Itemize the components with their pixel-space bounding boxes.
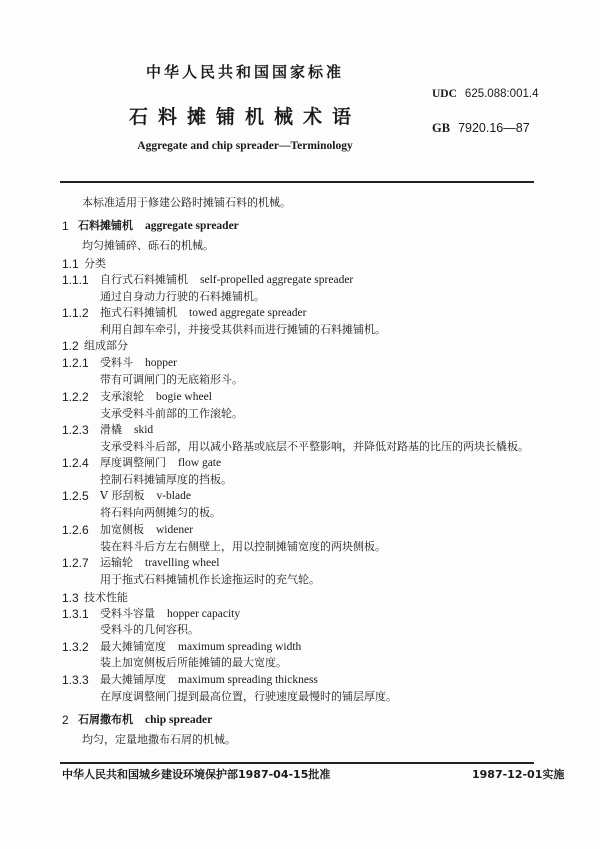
term-en: maximum spreading width bbox=[178, 641, 302, 653]
term-cn: 石料摊铺机 bbox=[78, 219, 133, 232]
term-en: aggregate spreader bbox=[145, 220, 239, 232]
term-en: widener bbox=[156, 524, 194, 536]
term-en: hopper capacity bbox=[167, 608, 241, 620]
term-cn: 运输轮 bbox=[100, 556, 133, 569]
entry-number: 1.3 bbox=[62, 591, 79, 605]
entry-number: 1.3.2 bbox=[62, 640, 89, 654]
udc-value: 625.088:001.4 bbox=[464, 88, 539, 100]
org-title: 中华人民共和国国家标准 bbox=[145, 63, 344, 81]
term-en: hopper bbox=[145, 357, 177, 369]
term-en: chip spreader bbox=[145, 714, 213, 726]
definition-text: 将石料向两侧摊匀的板。 bbox=[100, 506, 221, 519]
definition-text: 支承受料斗前部的工作滚轮。 bbox=[100, 407, 243, 420]
approval-text: 中华人民共和国城乡建设环境保护部1987-04-15批准 bbox=[62, 768, 331, 781]
term-cn: 拖式石料摊铺机 bbox=[100, 306, 177, 319]
term-cn: 受料斗 bbox=[100, 356, 133, 369]
term-en: maximum spreading thickness bbox=[178, 674, 318, 686]
term-cn: V 形刮板 bbox=[100, 489, 145, 502]
definition-text: 装在料斗后方左右侧壁上，用以控制摊铺宽度的两块侧板。 bbox=[100, 540, 386, 553]
term-cn: 厚度调整闸门 bbox=[100, 456, 166, 469]
term-cn: 分类 bbox=[84, 257, 106, 270]
definition-text: 用于拖式石料摊铺机作长途拖运时的充气轮。 bbox=[100, 573, 320, 586]
entry-number: 1.2.6 bbox=[62, 523, 89, 537]
definition-text: 通过自身动力行驶的石料摊铺机。 bbox=[100, 290, 265, 303]
entry-number: 1.2.1 bbox=[62, 356, 89, 370]
entry-number: 1.3.1 bbox=[62, 607, 89, 621]
term-cn: 最大摊铺厚度 bbox=[100, 673, 166, 686]
term-en: v-blade bbox=[156, 490, 191, 502]
term-en: skid bbox=[134, 424, 154, 436]
definition-text: 均匀，定量地撒布石屑的机械。 bbox=[82, 733, 236, 746]
definition-text: 带有可调闸门的无底箱形斗。 bbox=[100, 373, 243, 386]
entry-number: 1.3.3 bbox=[62, 673, 89, 687]
term-cn: 石屑撒布机 bbox=[78, 713, 133, 726]
entry-number: 1.1.2 bbox=[62, 306, 89, 320]
definition-text: 利用自卸车牵引，并接受其供料而进行摊铺的石料摊铺机。 bbox=[100, 323, 386, 336]
effective-date: 1987-12-01实施 bbox=[472, 768, 565, 781]
term-cn: 最大摊铺宽度 bbox=[100, 640, 166, 653]
entry-number: 2 bbox=[62, 713, 69, 727]
term-en: travelling wheel bbox=[145, 557, 220, 569]
term-cn: 组成部分 bbox=[84, 339, 128, 352]
entry-number: 1.2.2 bbox=[62, 390, 89, 404]
definition-text: 支承受料斗后部，用以减小路基或底层不平整影响，并降低对路基的比压的两块长橇板。 bbox=[100, 440, 529, 453]
entry-number: 1.2.4 bbox=[62, 456, 89, 470]
term-cn: 受料斗容量 bbox=[100, 607, 155, 620]
entry-number: 1 bbox=[62, 219, 69, 233]
term-cn: 加宽侧板 bbox=[100, 523, 144, 536]
term-cn: 支承滚轮 bbox=[100, 390, 144, 403]
term-cn: 滑橇 bbox=[100, 423, 122, 436]
header-rule bbox=[60, 181, 534, 183]
gb-code bbox=[432, 121, 530, 136]
entry-number: 1.1.1 bbox=[62, 273, 89, 287]
footer-rule bbox=[60, 762, 534, 764]
definition-text: 在厚度调整闸门提到最高位置，行驶速度最慢时的铺层厚度。 bbox=[100, 690, 397, 703]
udc-code bbox=[432, 88, 538, 100]
term-en: towed aggregate spreader bbox=[189, 307, 307, 319]
entry-number: 1.1 bbox=[62, 257, 79, 271]
definition-text: 控制石料摊铺厚度的挡板。 bbox=[100, 473, 232, 486]
gb-value: 7920.16—87 bbox=[458, 121, 530, 135]
term-en: self-propelled aggregate spreader bbox=[200, 274, 354, 286]
definition-text: 装上加宽侧板后所能摊铺的最大宽度。 bbox=[100, 656, 287, 669]
document-title-cn: 石料摊铺机械术语 bbox=[128, 106, 361, 128]
term-cn: 技术性能 bbox=[84, 591, 128, 604]
definition-text: 均匀摊铺碎、砾石的机械。 bbox=[82, 239, 214, 252]
document-title-en: Aggregate and chip spreader—Terminology bbox=[137, 140, 353, 152]
entry-number: 1.2.7 bbox=[62, 556, 89, 570]
entry-number: 1.2.5 bbox=[62, 489, 89, 503]
intro-text: 本标准适用于修建公路时摊铺石料的机械。 bbox=[82, 196, 291, 209]
udc-label: UDC bbox=[432, 88, 457, 100]
term-cn: 自行式石料摊铺机 bbox=[100, 273, 188, 286]
entry-number: 1.2.3 bbox=[62, 423, 89, 437]
entry-number: 1.2 bbox=[62, 339, 79, 353]
term-en: bogie wheel bbox=[156, 391, 212, 403]
definition-text: 受料斗的几何容积。 bbox=[100, 623, 199, 636]
term-en: flow gate bbox=[178, 457, 222, 469]
gb-label: GB bbox=[432, 121, 451, 135]
